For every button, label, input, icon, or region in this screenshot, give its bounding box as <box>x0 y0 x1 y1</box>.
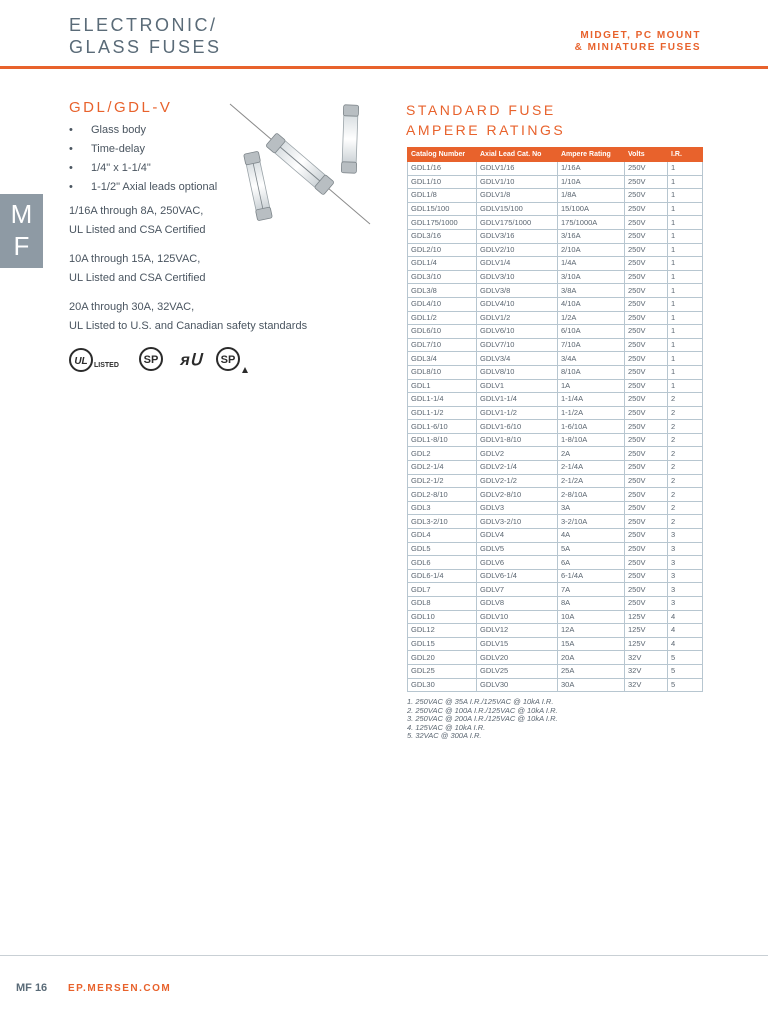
table-cell: GDL1-6/10 <box>408 420 477 434</box>
feature-text: Time-delay <box>91 143 145 155</box>
table-cell: GDLV25 <box>477 664 558 678</box>
svg-text:LISTED: LISTED <box>94 362 119 369</box>
table-cell: 3 <box>668 556 703 570</box>
table-cell: 1 <box>668 257 703 271</box>
footnote: 3. 250VAC @ 200A I.R./125VAC @ 10kA I.R. <box>407 714 558 724</box>
header-divider <box>0 66 768 69</box>
table-cell: GDLV20 <box>477 651 558 665</box>
table-cell: 1/8A <box>558 189 625 203</box>
table-cell: GDL7 <box>408 583 477 597</box>
table-row <box>408 420 703 434</box>
table-row <box>408 243 703 257</box>
table-cell: GDL3 <box>408 501 477 515</box>
table-row <box>408 365 703 379</box>
table-cell: GDLV1/2 <box>477 311 558 325</box>
table-cell: 2 <box>668 393 703 407</box>
table-cell: 125V <box>625 637 668 651</box>
rating-line: 1/16A through 8A, 250VAC, <box>69 205 204 217</box>
column-header: Volts <box>625 148 668 162</box>
table-cell: GDL1/2 <box>408 311 477 325</box>
table-cell: GDLV5 <box>477 542 558 556</box>
feature-item: • Glass body <box>69 124 147 136</box>
table-cell: 250V <box>625 556 668 570</box>
table-cell: 5 <box>668 651 703 665</box>
table-cell: 12A <box>558 624 625 638</box>
table-cell: 2/10A <box>558 243 625 257</box>
table-row <box>408 597 703 611</box>
table-cell: GDL25 <box>408 664 477 678</box>
table-cell: GDLV6/10 <box>477 325 558 339</box>
table-cell: 1A <box>558 379 625 393</box>
table-row <box>408 556 703 570</box>
table-cell: 250V <box>625 501 668 515</box>
table-cell: 5 <box>668 664 703 678</box>
table-cell: 3 <box>668 542 703 556</box>
table-cell: GDLV1/4 <box>477 257 558 271</box>
table-cell: GDLV3/16 <box>477 229 558 243</box>
table-row <box>408 325 703 339</box>
table-row <box>408 202 703 216</box>
column-header: Axial Lead Cat. No <box>477 148 558 162</box>
table-row <box>408 297 703 311</box>
table-cell: 2 <box>668 488 703 502</box>
table-cell: 2 <box>668 515 703 529</box>
column-header: Catalog Number <box>408 148 477 162</box>
table-cell: GDL2/10 <box>408 243 477 257</box>
table-row <box>408 637 703 651</box>
table-cell: 250V <box>625 447 668 461</box>
table-row <box>408 270 703 284</box>
table-cell: 2 <box>668 474 703 488</box>
section-title <box>69 14 222 58</box>
table-cell: 250V <box>625 461 668 475</box>
category-label-line: MIDGET, PC MOUNT <box>580 30 701 41</box>
table-cell: 3 <box>668 529 703 543</box>
table-cell: 1 <box>668 243 703 257</box>
table-row <box>408 189 703 203</box>
table-cell: GDLV3/10 <box>477 270 558 284</box>
table-cell: 250V <box>625 338 668 352</box>
table-cell: GDL6-1/4 <box>408 569 477 583</box>
column-header: I.R. <box>668 148 703 162</box>
csa-icon <box>140 348 162 370</box>
table-cell: 8/10A <box>558 365 625 379</box>
table-cell: 1 <box>668 270 703 284</box>
table-title-line: STANDARD FUSE <box>406 102 556 118</box>
table-cell: 1/16A <box>558 162 625 176</box>
table-cell: 15A <box>558 637 625 651</box>
table-cell: GDL30 <box>408 678 477 692</box>
table-cell: GDLV7 <box>477 583 558 597</box>
table-cell: 1-1/2A <box>558 406 625 420</box>
table-cell: 4A <box>558 529 625 543</box>
table-cell: 250V <box>625 325 668 339</box>
table-cell: 1/10A <box>558 175 625 189</box>
feature-text: 1-1/2" Axial leads optional <box>91 181 218 193</box>
table-cell: 2 <box>668 461 703 475</box>
table-cell: GDL3/8 <box>408 284 477 298</box>
table-cell: GDLV4/10 <box>477 297 558 311</box>
table-cell: GDLV10 <box>477 610 558 624</box>
category-label <box>575 30 701 54</box>
feature-list <box>69 121 217 197</box>
table-cell: 2A <box>558 447 625 461</box>
table-cell: GDL8/10 <box>408 365 477 379</box>
table-cell: 4 <box>668 624 703 638</box>
table-cell: GDL2 <box>408 447 477 461</box>
table-cell: GDL3/4 <box>408 352 477 366</box>
table-cell: GDLV2-1/4 <box>477 461 558 475</box>
section-tab <box>0 194 43 268</box>
table-row <box>408 406 703 420</box>
table-cell: 250V <box>625 202 668 216</box>
table-cell: 175/1000A <box>558 216 625 230</box>
table-cell: 3/4A <box>558 352 625 366</box>
table-cell: 250V <box>625 542 668 556</box>
table-cell: 250V <box>625 257 668 271</box>
table-cell: 250V <box>625 270 668 284</box>
table-cell: GDL2-1/4 <box>408 461 477 475</box>
table-cell: GDL1/16 <box>408 162 477 176</box>
svg-text:ᴙ𝖴: ᴙ𝖴 <box>180 352 202 369</box>
table-cell: GDLV1/8 <box>477 189 558 203</box>
table-cell: 10A <box>558 610 625 624</box>
table-cell: 25A <box>558 664 625 678</box>
table-cell: 5 <box>668 678 703 692</box>
table-cell: 1 <box>668 189 703 203</box>
table-cell: GDL6 <box>408 556 477 570</box>
table-cell: GDLV1/10 <box>477 175 558 189</box>
table-cell: 1 <box>668 352 703 366</box>
table-cell: 1 <box>668 297 703 311</box>
table-row <box>408 352 703 366</box>
table-cell: 2 <box>668 420 703 434</box>
table-cell: GDL10 <box>408 610 477 624</box>
table-cell: 3A <box>558 501 625 515</box>
table-cell: GDL2-1/2 <box>408 474 477 488</box>
table-cell: 250V <box>625 420 668 434</box>
table-row <box>408 515 703 529</box>
table-cell: 1-8/10A <box>558 433 625 447</box>
table-cell: 250V <box>625 529 668 543</box>
table-row <box>408 433 703 447</box>
table-cell: GDL175/1000 <box>408 216 477 230</box>
table-cell: 1 <box>668 325 703 339</box>
table-cell: 3 <box>668 583 703 597</box>
table-row <box>408 678 703 692</box>
footnote: 1. 250VAC @ 35A I.R./125VAC @ 10kA I.R. <box>407 697 554 706</box>
table-cell: GDL3/16 <box>408 229 477 243</box>
table-cell: 2-1/4A <box>558 461 625 475</box>
table-cell: GDLV2 <box>477 447 558 461</box>
table-row <box>408 338 703 352</box>
table-cell: GDLV8/10 <box>477 365 558 379</box>
table-cell: 250V <box>625 175 668 189</box>
table-cell: GDLV3/8 <box>477 284 558 298</box>
svg-text:SP: SP <box>220 354 236 366</box>
table-cell: 32V <box>625 651 668 665</box>
table-cell: GDLV6 <box>477 556 558 570</box>
table-row <box>408 529 703 543</box>
svg-text:SP: SP <box>143 354 159 366</box>
table-cell: 250V <box>625 229 668 243</box>
table-cell: GDLV15 <box>477 637 558 651</box>
table-cell: GDL4/10 <box>408 297 477 311</box>
table-row <box>408 216 703 230</box>
table-cell: GDL6/10 <box>408 325 477 339</box>
feature-text: Glass body <box>91 124 147 136</box>
table-cell: 2-8/10A <box>558 488 625 502</box>
rating-block <box>69 202 206 240</box>
table-cell: GDL12 <box>408 624 477 638</box>
table-cell: 4 <box>668 637 703 651</box>
table-cell: GDLV1 <box>477 379 558 393</box>
table-cell: GDLV2-8/10 <box>477 488 558 502</box>
table-cell: 125V <box>625 610 668 624</box>
footnote: 2. 250VAC @ 100A I.R./125VAC @ 10kA I.R. <box>407 705 558 715</box>
page-number: MF 16 <box>16 982 48 994</box>
table-cell: 6-1/4A <box>558 569 625 583</box>
table-cell: 125V <box>625 624 668 638</box>
table-row <box>408 474 703 488</box>
table-cell: GDLV1-8/10 <box>477 433 558 447</box>
table-cell: GDLV1-6/10 <box>477 420 558 434</box>
table-cell: 1 <box>668 216 703 230</box>
table-cell: 20A <box>558 651 625 665</box>
table-row <box>408 393 703 407</box>
category-label-line: & MINIATURE FUSES <box>574 42 701 53</box>
table-cell: 1 <box>668 229 703 243</box>
table-cell: 1 <box>668 284 703 298</box>
table-cell: 250V <box>625 433 668 447</box>
table-cell: 2 <box>668 501 703 515</box>
table-row <box>408 664 703 678</box>
table-cell: GDLV7/10 <box>477 338 558 352</box>
table-cell: GDLV1/16 <box>477 162 558 176</box>
table-cell: GDLV175/1000 <box>477 216 558 230</box>
table-cell: 1 <box>668 202 703 216</box>
table-cell: GDL3/10 <box>408 270 477 284</box>
table-row <box>408 461 703 475</box>
table-cell: GDL8 <box>408 597 477 611</box>
table-cell: GDL20 <box>408 651 477 665</box>
table-cell: 3-2/10A <box>558 515 625 529</box>
table-cell: GDL1 <box>408 379 477 393</box>
table-cell: GDLV3-2/10 <box>477 515 558 529</box>
table-row <box>408 284 703 298</box>
table-cell: 250V <box>625 488 668 502</box>
table-cell: 32V <box>625 678 668 692</box>
table-cell: 7/10A <box>558 338 625 352</box>
table-cell: 4/10A <box>558 297 625 311</box>
table-cell: GDL1-1/4 <box>408 393 477 407</box>
table-title <box>406 100 565 140</box>
table-cell: GDL1/10 <box>408 175 477 189</box>
table-cell: 5A <box>558 542 625 556</box>
table-cell: 30A <box>558 678 625 692</box>
table-cell: 15/100A <box>558 202 625 216</box>
table-row <box>408 175 703 189</box>
table-cell: GDLV6-1/4 <box>477 569 558 583</box>
table-cell: 250V <box>625 311 668 325</box>
product-title: GDL/GDL-V <box>69 99 173 116</box>
section-tab-letter: F <box>13 231 30 261</box>
table-row <box>408 542 703 556</box>
section-title-line: GLASS FUSES <box>69 37 222 57</box>
feature-item: • Time-delay <box>69 143 145 155</box>
table-cell: 250V <box>625 569 668 583</box>
table-cell: 250V <box>625 352 668 366</box>
table-cell: 250V <box>625 365 668 379</box>
table-cell: 250V <box>625 583 668 597</box>
table-cell: 250V <box>625 284 668 298</box>
feature-item: • 1/4" x 1-1/4" <box>69 162 151 174</box>
table-cell: GDLV3 <box>477 501 558 515</box>
table-cell: GDL2-8/10 <box>408 488 477 502</box>
table-cell: 1/4A <box>558 257 625 271</box>
table-row <box>408 229 703 243</box>
table-cell: 250V <box>625 379 668 393</box>
rating-block <box>69 250 206 288</box>
feature-item: • 1-1/2" Axial leads optional <box>69 181 218 193</box>
footnote: 5. 32VAC @ 300A I.R. <box>407 731 482 741</box>
table-cell: 1-6/10A <box>558 420 625 434</box>
table-row <box>408 610 703 624</box>
table-cell: 1 <box>668 379 703 393</box>
table-cell: 250V <box>625 189 668 203</box>
rating-block <box>69 298 307 336</box>
website-link[interactable]: EP.MERSEN.COM <box>68 983 172 994</box>
table-row <box>408 624 703 638</box>
table-row <box>408 257 703 271</box>
table-cell: GDL7/10 <box>408 338 477 352</box>
table-cell: GDLV8 <box>477 597 558 611</box>
rating-line: UL Listed and CSA Certified <box>69 224 206 236</box>
rating-line: UL Listed and CSA Certified <box>69 272 206 284</box>
table-cell: 250V <box>625 393 668 407</box>
table-cell: 1 <box>668 365 703 379</box>
ul-listed-icon <box>70 349 119 371</box>
table-row <box>408 583 703 597</box>
table-cell: 3 <box>668 597 703 611</box>
table-cell: GDL4 <box>408 529 477 543</box>
footnote: 4. 125VAC @ 10kA I.R. <box>407 722 486 732</box>
section-tab-letter: M <box>10 199 33 229</box>
footer-divider <box>0 955 768 956</box>
table-cell: 250V <box>625 515 668 529</box>
table-cell: 1 <box>668 338 703 352</box>
table-footnotes <box>407 698 558 741</box>
ampere-ratings-table <box>407 147 703 692</box>
table-cell: 7A <box>558 583 625 597</box>
table-cell: 1 <box>668 311 703 325</box>
table-cell: GDLV4 <box>477 529 558 543</box>
table-row <box>408 651 703 665</box>
table-cell: GDL1/4 <box>408 257 477 271</box>
table-row <box>408 501 703 515</box>
table-cell: 250V <box>625 406 668 420</box>
table-cell: GDL1-8/10 <box>408 433 477 447</box>
table-cell: 3/16A <box>558 229 625 243</box>
table-cell: GDL15/100 <box>408 202 477 216</box>
csa-us-icon <box>217 348 248 373</box>
table-cell: GDLV15/100 <box>477 202 558 216</box>
table-cell: GDLV2-1/2 <box>477 474 558 488</box>
table-cell: 6/10A <box>558 325 625 339</box>
table-cell: GDLV12 <box>477 624 558 638</box>
certification-marks <box>68 345 258 375</box>
table-cell: 3/8A <box>558 284 625 298</box>
table-cell: GDLV30 <box>477 678 558 692</box>
table-row <box>408 162 703 176</box>
table-cell: 250V <box>625 297 668 311</box>
table-cell: 4 <box>668 610 703 624</box>
table-cell: 3/10A <box>558 270 625 284</box>
table-cell: 1 <box>668 162 703 176</box>
table-row <box>408 447 703 461</box>
table-cell: GDLV3/4 <box>477 352 558 366</box>
table-cell: GDL1-1/2 <box>408 406 477 420</box>
table-row <box>408 569 703 583</box>
table-cell: 6A <box>558 556 625 570</box>
table-cell: GDLV2/10 <box>477 243 558 257</box>
table-cell: GDL3-2/10 <box>408 515 477 529</box>
table-cell: 32V <box>625 664 668 678</box>
table-cell: 1-1/4A <box>558 393 625 407</box>
table-cell: 2 <box>668 447 703 461</box>
table-body <box>408 162 703 692</box>
table-title-line: AMPERE RATINGS <box>406 122 566 138</box>
table-cell: 250V <box>625 474 668 488</box>
table-cell: GDLV1-1/2 <box>477 406 558 420</box>
table-cell: 250V <box>625 216 668 230</box>
section-title-line: ELECTRONIC/ <box>69 15 218 35</box>
table-cell: 1 <box>668 175 703 189</box>
table-cell: 250V <box>625 597 668 611</box>
column-header: Ampere Rating <box>558 148 625 162</box>
table-cell: GDL1/8 <box>408 189 477 203</box>
table-cell: GDL5 <box>408 542 477 556</box>
table-row <box>408 311 703 325</box>
table-cell: 2 <box>668 406 703 420</box>
svg-text:UL: UL <box>74 356 88 367</box>
table-cell: GDLV1-1/4 <box>477 393 558 407</box>
table-cell: 250V <box>625 162 668 176</box>
table-cell: 3 <box>668 569 703 583</box>
rating-line: UL Listed to U.S. and Canadian safety standards <box>69 320 308 332</box>
table-cell: 250V <box>625 243 668 257</box>
table-cell: GDL15 <box>408 637 477 651</box>
table-cell: 1/2A <box>558 311 625 325</box>
rating-line: 20A through 30A, 32VAC, <box>69 301 195 313</box>
table-cell: 8A <box>558 597 625 611</box>
fuse-illustration <box>226 100 376 230</box>
rating-line: 10A through 15A, 125VAC, <box>69 253 201 265</box>
ur-icon <box>179 352 203 369</box>
table-header-row <box>408 148 703 162</box>
table-cell: 2 <box>668 433 703 447</box>
table-row <box>408 488 703 502</box>
table-cell: 2-1/2A <box>558 474 625 488</box>
feature-text: 1/4" x 1-1/4" <box>91 162 151 174</box>
table-row <box>408 379 703 393</box>
